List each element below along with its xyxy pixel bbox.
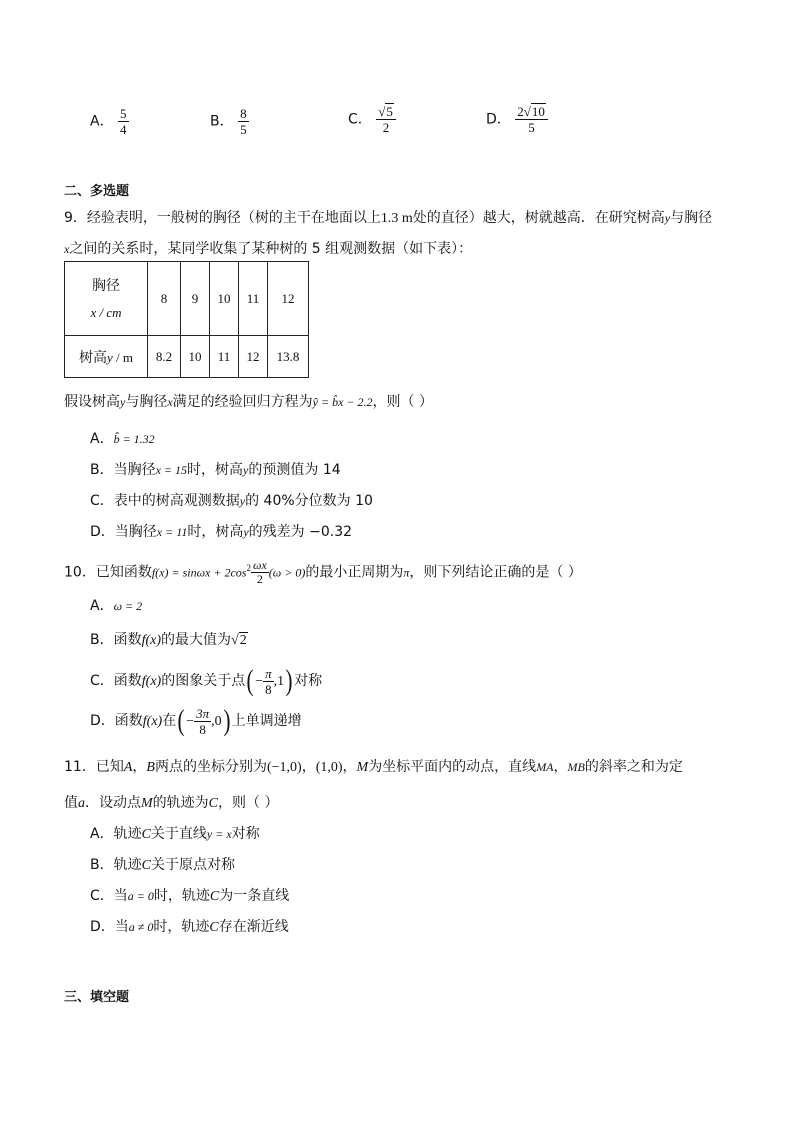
table-cell: 11 bbox=[239, 262, 268, 336]
unit: / m bbox=[112, 349, 133, 365]
q8-option-d-label: D． bbox=[486, 111, 511, 128]
text: 关于直线 bbox=[150, 826, 207, 842]
q11-stem-line1 bbox=[64, 756, 683, 776]
equation: y = x bbox=[206, 827, 232, 841]
coordinate: (−1,0) bbox=[266, 760, 302, 775]
separator: ， bbox=[342, 759, 357, 775]
q8-option-c-fraction bbox=[376, 104, 396, 135]
q9-option-c[interactable] bbox=[90, 490, 373, 510]
text: A．轨迹 bbox=[90, 826, 142, 842]
equation: x = 11 bbox=[156, 525, 188, 539]
text: 11．已知 bbox=[64, 759, 124, 775]
q11-stem-line2 bbox=[64, 792, 278, 812]
coordinate: (1,0) bbox=[315, 760, 343, 775]
table-cell: 9 bbox=[181, 262, 210, 336]
q9-option-a[interactable] bbox=[90, 428, 155, 448]
text: 上单调递增 bbox=[231, 713, 302, 729]
q9-data-table bbox=[64, 261, 309, 378]
text: 为一条直线 bbox=[219, 888, 290, 904]
denominator: 8 bbox=[199, 721, 206, 737]
q10-option-d[interactable] bbox=[90, 704, 302, 739]
q8-option-b-label: B． bbox=[210, 113, 234, 130]
curve-c: C bbox=[141, 827, 151, 842]
curve-c: C bbox=[141, 858, 151, 873]
q9-option-d[interactable] bbox=[90, 521, 352, 541]
var-y: y bbox=[120, 395, 126, 409]
coordinate: ,0 bbox=[211, 714, 222, 729]
var-a: a bbox=[78, 796, 85, 811]
line-ma: MA bbox=[536, 760, 554, 774]
line-mb: MB bbox=[567, 760, 585, 774]
denominator: 2 bbox=[256, 572, 263, 587]
text: 两点的坐标分别为 bbox=[154, 759, 267, 775]
var-y: y bbox=[106, 349, 113, 365]
text: 对称 bbox=[294, 673, 323, 689]
q9-stem-line2 bbox=[64, 238, 472, 258]
text: 10．已知函数 bbox=[64, 564, 152, 581]
q8-option-a[interactable] bbox=[90, 106, 129, 137]
text: C．表中的树高观测数据 bbox=[90, 493, 240, 509]
text: 与胸径 bbox=[125, 394, 168, 410]
q8-option-d[interactable] bbox=[486, 104, 548, 135]
text: ，则下列结论正确的是（ ） bbox=[409, 564, 582, 581]
text: 在 bbox=[162, 713, 177, 729]
separator: ， bbox=[553, 759, 568, 775]
table-row bbox=[65, 336, 309, 378]
left-paren: ( bbox=[177, 704, 185, 737]
text: 为坐标平面内的动点，直线 bbox=[368, 759, 537, 775]
q8-option-a-label: A． bbox=[90, 113, 114, 130]
var-y: y bbox=[664, 211, 671, 225]
table-cell: 8 bbox=[148, 262, 181, 336]
var-y: y bbox=[243, 525, 249, 539]
right-paren: ) bbox=[223, 704, 231, 737]
q10-option-a[interactable] bbox=[90, 595, 142, 615]
var-x: x bbox=[167, 395, 173, 409]
function-expr: f(x) bbox=[141, 674, 162, 689]
denominator: 2 bbox=[382, 120, 390, 135]
q8-option-d-fraction bbox=[515, 104, 548, 135]
exponent: 2 bbox=[246, 563, 251, 573]
text: 对称 bbox=[231, 826, 260, 842]
left-paren: ( bbox=[246, 664, 254, 697]
fraction bbox=[194, 706, 211, 737]
text: 的预测值为 14 bbox=[248, 462, 341, 478]
coefficient: 2 bbox=[517, 104, 524, 119]
label: 胸径 bbox=[92, 277, 120, 294]
numerator: √5 bbox=[376, 104, 396, 120]
var-y: y bbox=[239, 494, 246, 508]
table-cell: 10 bbox=[181, 336, 210, 378]
text: 时，树高 bbox=[187, 462, 244, 478]
table-cell: 12 bbox=[268, 262, 309, 336]
minus: − bbox=[255, 674, 264, 689]
text: 假设树高 bbox=[64, 394, 120, 410]
text: 值 bbox=[64, 795, 78, 811]
value: 1.3 m bbox=[380, 211, 413, 226]
function-expr: f(x) = sinωx + 2cos bbox=[151, 565, 247, 580]
text: 时，轨迹 bbox=[153, 919, 210, 935]
point-a: A bbox=[123, 760, 133, 775]
denominator: 5 bbox=[240, 122, 247, 137]
text: 时，轨迹 bbox=[153, 888, 210, 904]
table-cell: 10 bbox=[210, 262, 239, 336]
text: 存在渐近线 bbox=[218, 919, 289, 935]
function-expr: f(x) bbox=[141, 633, 162, 648]
table-header-cell bbox=[65, 262, 148, 336]
q10-stem bbox=[64, 554, 582, 587]
text: 处的直径）越大，树就越高．在研究树高 bbox=[412, 210, 665, 226]
text: 时，树高 bbox=[187, 524, 244, 540]
text: 的斜率之和为定 bbox=[584, 759, 683, 775]
table-cell: 11 bbox=[210, 336, 239, 378]
table-cell: 8.2 bbox=[148, 336, 181, 378]
equation: a ≠ 0 bbox=[128, 920, 154, 934]
radicand: 2 bbox=[239, 633, 247, 648]
q11-option-a[interactable] bbox=[90, 823, 260, 843]
q10-option-c[interactable] bbox=[90, 664, 322, 699]
coordinate: ,1 bbox=[273, 674, 285, 689]
table-cell: 13.8 bbox=[268, 336, 309, 378]
equation: ŷ = b̂x − 2.2 bbox=[312, 395, 373, 409]
curve-c: C bbox=[209, 920, 219, 935]
q9-option-b[interactable] bbox=[90, 459, 341, 479]
text: C．当 bbox=[90, 888, 128, 904]
numerator: π bbox=[265, 665, 272, 681]
point-m: M bbox=[141, 796, 153, 811]
text: B．函数 bbox=[90, 632, 142, 648]
text: B．当胸径 bbox=[90, 462, 156, 478]
sqrt: √2 bbox=[231, 633, 247, 648]
text: D．当 bbox=[90, 919, 129, 935]
separator: ， bbox=[301, 759, 316, 775]
text: 的最小正周期为 bbox=[305, 564, 404, 581]
table-header-cell bbox=[65, 336, 148, 378]
text: 关于原点对称 bbox=[150, 857, 235, 873]
condition: (ω > 0) bbox=[268, 565, 306, 580]
text: 的轨迹为 bbox=[152, 795, 209, 811]
label: 树高 bbox=[78, 349, 107, 366]
table-row bbox=[65, 262, 309, 336]
text: D．当胸径 bbox=[90, 524, 157, 540]
function-expr: f(x) bbox=[142, 714, 163, 729]
denominator: 5 bbox=[528, 120, 535, 135]
q8-option-c-label: C． bbox=[348, 111, 372, 128]
q8-option-b[interactable] bbox=[210, 106, 249, 137]
var-y: y bbox=[243, 463, 249, 477]
text: B．轨迹 bbox=[90, 857, 142, 873]
equation: a = 0 bbox=[127, 889, 154, 903]
text: 9．经验表明，一般树的胸径（树的主干在地面以上 bbox=[64, 210, 381, 226]
text: 满足的经验回归方程为 bbox=[172, 394, 313, 410]
text: D．函数 bbox=[90, 713, 143, 729]
text: ，则（ ） bbox=[218, 795, 279, 811]
label: A． bbox=[90, 431, 114, 447]
table-cell: 12 bbox=[239, 336, 268, 378]
numerator: 2√10 bbox=[515, 104, 548, 120]
fraction bbox=[251, 559, 269, 586]
text: 的最大值为 bbox=[161, 632, 232, 648]
minus: − bbox=[186, 714, 195, 729]
q11-option-d[interactable] bbox=[90, 916, 289, 936]
var-x: x bbox=[64, 242, 70, 256]
unit: x / cm bbox=[90, 304, 122, 320]
radicand: 5 bbox=[386, 104, 393, 119]
equation: ω = 2 bbox=[113, 599, 143, 613]
text: ．设动点 bbox=[85, 795, 141, 811]
section-heading-fill-in: 三、填空题 bbox=[64, 990, 130, 1005]
curve-c: C bbox=[209, 889, 220, 904]
text: 的图象关于点 bbox=[161, 673, 246, 689]
q8-option-c[interactable] bbox=[348, 104, 396, 135]
q10-option-b[interactable] bbox=[90, 629, 248, 649]
q9-stem-line1 bbox=[64, 207, 712, 227]
right-paren: ) bbox=[285, 664, 293, 697]
equation: b̂ = 1.32 bbox=[113, 432, 155, 446]
numerator: 5 bbox=[120, 106, 127, 121]
point-m: M bbox=[356, 760, 369, 775]
label: A． bbox=[90, 598, 114, 614]
denominator: 4 bbox=[120, 122, 127, 137]
pi: π bbox=[403, 565, 410, 580]
denominator: 8 bbox=[265, 681, 272, 697]
text: 之间的关系时，某同学收集了某种树的 5 组观测数据（如下表）： bbox=[69, 241, 473, 257]
radicand: 10 bbox=[531, 104, 545, 119]
fraction bbox=[263, 666, 274, 697]
text: 与胸径 bbox=[670, 210, 713, 226]
q11-option-c[interactable] bbox=[90, 885, 289, 905]
section-heading-multiple-choice: 二、多选题 bbox=[64, 184, 130, 199]
text: 的 40%分位数为 10 bbox=[245, 493, 373, 509]
q9-question bbox=[64, 391, 433, 411]
separator: ， bbox=[132, 759, 147, 775]
text: 的残差为 −0.32 bbox=[248, 524, 353, 540]
text: C．函数 bbox=[90, 673, 142, 689]
numerator: 3π bbox=[196, 705, 210, 721]
point-b: B bbox=[146, 760, 155, 775]
numerator: 8 bbox=[240, 106, 247, 121]
q8-option-b-fraction bbox=[238, 106, 249, 137]
q8-option-a-fraction bbox=[118, 106, 129, 137]
equation: x = 15 bbox=[155, 463, 188, 477]
curve-c: C bbox=[208, 796, 219, 811]
numerator: ωx bbox=[252, 558, 267, 573]
text: ，则（ ） bbox=[372, 394, 433, 410]
q11-option-b[interactable] bbox=[90, 854, 235, 874]
